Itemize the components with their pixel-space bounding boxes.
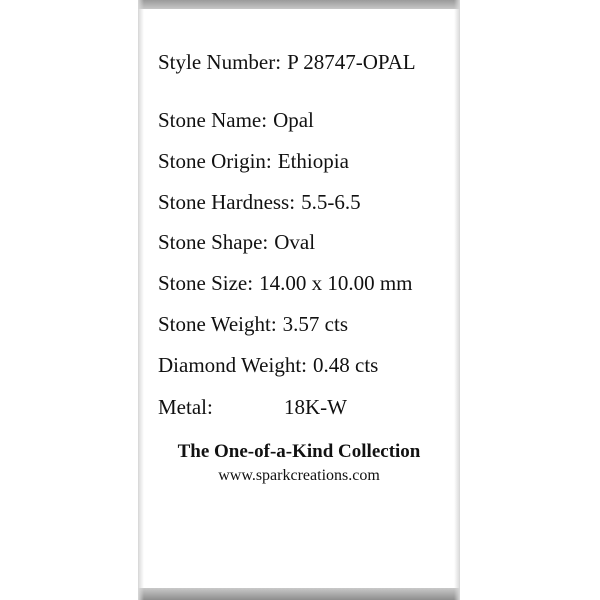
stone-hardness-label: Stone Hardness: — [158, 190, 296, 214]
stone-hardness-line — [158, 190, 361, 214]
stone-hardness-value: 5.5-6.5 — [301, 190, 361, 214]
card-left-shadow — [138, 0, 144, 600]
card-bottom-edge — [138, 588, 460, 600]
stone-origin-label: Stone Origin: — [158, 149, 272, 173]
stone-weight-line — [158, 312, 348, 336]
style-number-label: Style Number: — [158, 50, 282, 74]
stone-shape-label: Stone Shape: — [158, 230, 269, 254]
diamond-weight-label: Diamond Weight: — [158, 353, 307, 377]
stone-name-label: Stone Name: — [158, 108, 268, 132]
stone-name-value: Opal — [273, 108, 314, 132]
website-text: www.sparkcreations.com — [218, 467, 380, 484]
metal-label: Metal: — [158, 395, 213, 419]
stone-name-line — [158, 108, 314, 132]
stone-shape-line — [158, 230, 315, 254]
stone-size-label: Stone Size: — [158, 271, 254, 295]
stone-size-line — [158, 271, 413, 295]
metal-line — [158, 395, 213, 419]
stone-origin-value: Ethiopia — [277, 149, 349, 173]
card-right-shadow — [454, 0, 460, 600]
product-info-card — [138, 0, 460, 600]
stone-shape-value: Oval — [274, 230, 316, 254]
card-top-edge — [138, 0, 460, 9]
stone-weight-value: 3.57 cts — [282, 312, 348, 336]
diamond-weight-value: 0.48 cts — [313, 353, 379, 377]
diamond-weight-line — [158, 353, 378, 377]
style-number-line — [158, 50, 416, 74]
stone-origin-line — [158, 149, 349, 173]
stone-weight-label: Stone Weight: — [158, 312, 277, 336]
style-number-value: P 28747-OPAL — [287, 50, 416, 74]
stone-size-value: 14.00 x 10.00 mm — [259, 271, 413, 295]
collection-title: The One-of-a-Kind Collection — [177, 441, 421, 462]
metal-value: 18K-W — [284, 395, 347, 419]
